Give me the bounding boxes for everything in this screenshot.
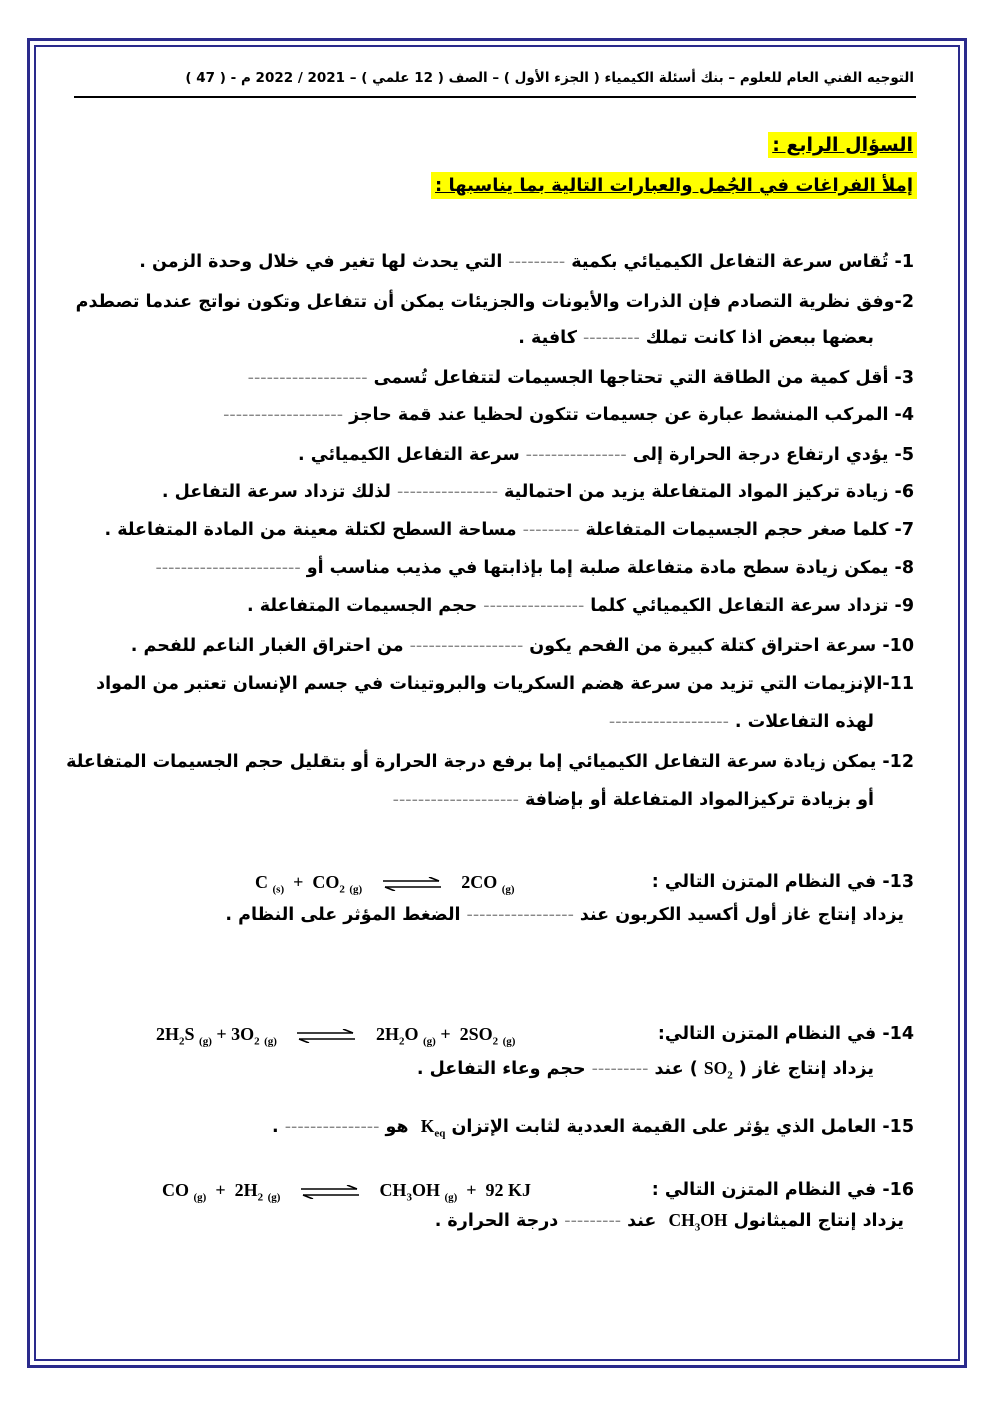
item-7: 7- كلما صغر حجم الجسيمات المتفاعلة---------مساحة السطح لكتلة معينة من المادة المتفاعلة . [104,520,914,540]
item-13: 13- في النظام المتزن التالي : [651,872,914,892]
item-6: 6- زيادة تركيز المواد المتفاعلة يزيد من احتمالية----------------لذلك تزداد سرعة التفاعل . [161,482,914,502]
equilibrium-arrow-icon [295,1029,357,1043]
question-instruction: إملأ الفراغات في الجُمل والعبارات التالية بما يناسبها : [431,172,917,199]
blank[interactable]: --------------- [284,1117,380,1137]
blank[interactable]: ------------------- [247,368,368,388]
blank[interactable]: ---------------- [483,596,585,616]
blank[interactable]: --------- [591,1059,649,1079]
blank[interactable]: -------------------- [392,790,519,810]
item-5: 5- يؤدي ارتفاع درجة الحرارة إلى----------------سرعة التفاعل الكيميائي . [298,445,914,465]
item-9: 9- تزداد سرعة التفاعل الكيميائي كلما----------------حجم الجسيمات المتفاعلة . [247,596,914,616]
item-8: 8- يمكن زيادة سطح مادة متفاعلة صلبة إما بإذابتها في مذيب مناسب أو----------------------- [149,558,914,578]
blank[interactable]: ----------------- [466,905,574,925]
item-15: 15- العامل الذي يؤثر على القيمة العددية لثابت الإتزان $K_{eq}$ هو---------------. [272,1116,914,1140]
equation-16: CO $_{(g)} + 2H_2$ $_{(g)}$ $CH_3OH$ $_{(g)}$ + 92 KJ [162,1180,532,1204]
blank[interactable]: --------- [522,520,580,540]
blank[interactable]: ------------------ [409,636,524,656]
blank[interactable]: ---------------- [396,482,499,502]
equilibrium-arrow-icon [381,877,443,891]
question-title: السؤال الرابع : [768,132,917,158]
item-2-cont: بعضها ببعض اذا كانت تملك---------كافية . [518,328,874,348]
item-12: 12- يمكن زيادة سرعة التفاعل الكيميائي إما برفع درجة الحرارة أو بتقليل حجم الجسيمات المتفاعلة [66,752,914,772]
blank[interactable]: ----------------------- [155,558,301,578]
item-11: 11-الإنزيمات التي تزيد من سرعة هضم السكريات والبروتينات في جسم الإنسان تعتبر من المواد [96,674,914,694]
item-11-cont: لهذه التفاعلات .------------------- [603,712,874,732]
item-14-cont: يزداد إنتاج غاز ( $SO_2$ ) عند---------حجم وعاء التفاعل . [416,1058,874,1082]
blank[interactable]: --------- [564,1211,622,1231]
item-4: 4- المركب المنشط عبارة عن جسيمات تتكون لحظيا عند قمة حاجز------------------- [217,405,914,425]
item-3: 3- أقل كمية من الطاقة التي تحتاجها الجسيمات لتتفاعل تُسمى------------------- [242,368,914,388]
blank[interactable]: ------------------- [223,405,344,425]
page-header: التوجيه الفني العام للعلوم – بنك أسئلة الكيمياء ( الجزء الأول ) – الصف ( 12 علمي ) – 2021 / 2022 م - ( 47 ) [185,70,914,86]
item-12-cont: أو بزيادة تركيزالمواد المتفاعلة أو بإضافة-------------------- [387,790,874,810]
item-10: 10- سرعة احتراق كتلة كبيرة من الفحم يكون------------------من احتراق الغبار الناعم للفحم . [130,636,914,656]
page-border-inner [34,45,960,1361]
equation-14: $2H_2S$ $_{(g)} + 3O_2$ $_{(g)}$ $2H_2O$ $_{(g)} + 2SO_2$ $_{(g)}$ [156,1024,516,1048]
item-13-cont: يزداد إنتاج غاز أول أكسيد الكربون عند-----------------الضغط المؤثر على النظام . [225,905,904,925]
item-14: 14- في النظام المتزن التالي: [657,1024,914,1044]
item-16: 16- في النظام المتزن التالي : [651,1180,914,1200]
equation-13: C $_{(s)} + CO_2$ $_{(g)}$ 2CO $_{(g)}$ [255,872,515,896]
item-2: 2-وفق نظرية التصادم فإن الذرات والأيونات والجزيئات يمكن أن تتفاعل وتكون نواتج عندما تصطدم [75,292,914,312]
item-1: 1- تُقاس سرعة التفاعل الكيميائي بكمية---------التي يحدث لها تغير في خلال وحدة الزمن . [139,252,914,272]
blank[interactable]: --------- [582,328,640,348]
blank[interactable]: ---------------- [525,445,627,465]
equilibrium-arrow-icon [299,1185,361,1199]
item-16-cont: يزداد إنتاج الميثانول $CH_3OH$ عند---------درجة الحرارة . [434,1210,904,1234]
blank[interactable]: --------- [508,252,566,272]
header-divider [74,96,916,98]
blank[interactable]: ------------------- [608,712,729,732]
